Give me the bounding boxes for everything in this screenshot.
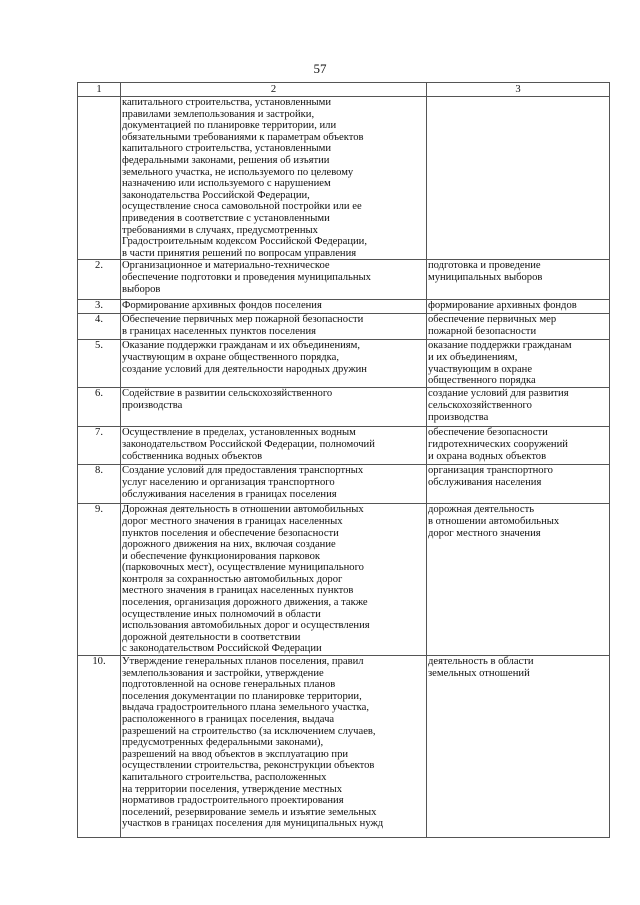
header-col-3: 3 <box>427 83 610 97</box>
row-power-text: организация транспортного обслуживания населения <box>427 465 610 504</box>
row-power-text: оказание поддержки гражданам и их объединениям, участвующим в охране общественного порядка <box>427 340 610 388</box>
table-row <box>78 260 610 300</box>
row-power-text: подготовка и проведение муниципальных выборов <box>427 260 610 300</box>
row-power-text: обеспечение безопасности гидротехнических сооружений и охрана водных объектов <box>427 427 610 465</box>
row-power-text <box>427 97 610 260</box>
table-row <box>78 97 610 260</box>
row-number: 6. <box>78 388 121 427</box>
row-power-text: обеспечение первичных мер пожарной безопасности <box>427 314 610 340</box>
header-col-2: 2 <box>121 83 427 97</box>
header-col-1: 1 <box>78 83 121 97</box>
table-row <box>78 656 610 838</box>
row-power-text: деятельность в области земельных отношений <box>427 656 610 838</box>
row-issue-text: Формирование архивных фондов поселения <box>121 300 427 314</box>
row-issue-text: Организационное и материально-техническое обеспечение подготовки и проведения муниципальных выборов <box>121 260 427 300</box>
table-row <box>78 314 610 340</box>
row-issue-text: Оказание поддержки гражданам и их объединениям, участвующим в охране общественного порядка, создание условий для деятельности народных дружин <box>121 340 427 388</box>
row-number <box>78 97 121 260</box>
row-issue-text: Обеспечение первичных мер пожарной безопасности в границах населенных пунктов поселения <box>121 314 427 340</box>
page-number: 57 <box>313 61 327 76</box>
row-number: 5. <box>78 340 121 388</box>
row-issue-text: Осуществление в пределах, установленных водным законодательством Российской Федерации, полномочий собственника водных объектов <box>121 427 427 465</box>
row-power-text: дорожная деятельность в отношении автомобильных дорог местного значения <box>427 504 610 656</box>
row-issue-text: Утверждение генеральных планов поселения, правил землепользования и застройки, утверждение подготовленной на основе генеральных планов поселения документации по планировке территории, выдача градостроительного плана земельного участка, расположенного в границах поселения, выдача разрешений на строительство (за исключением случаев, предусмотренных федеральными законами), разрешений на ввод объектов в эксплуатацию при осуществлении строительства, реконструкции объектов капитального строительства, расположенных на территории поселения, утверждение местных нормативов градостроительного проектирования поселений, резервирование земель и изъятие земельных участков в границах поселения для муниципальных нужд <box>121 656 427 838</box>
row-number: 4. <box>78 314 121 340</box>
row-issue-text: Содействие в развитии сельскохозяйственного производства <box>121 388 427 427</box>
row-power-text: формирование архивных фондов <box>427 300 610 314</box>
table-row <box>78 465 610 504</box>
row-issue-text: Создание условий для предоставления транспортных услуг населению и организация транспортного обслуживания населения в границах поселения <box>121 465 427 504</box>
powers-table <box>77 82 610 838</box>
table-row <box>78 504 610 656</box>
row-number: 7. <box>78 427 121 465</box>
row-number: 8. <box>78 465 121 504</box>
table-row <box>78 340 610 388</box>
row-number: 9. <box>78 504 121 656</box>
table-row <box>78 300 610 314</box>
table-row <box>78 388 610 427</box>
row-issue-text: капитального строительства, установленными правилами землепользования и застройки, документацией по планировке территории, или обязательными требованиями к параметрам объектов капитального строительства, установленными федеральными законами, решения об изъятии земельного участка, не используемого по целевому назначению или используемого с нарушением законодательства Российской Федерации, осуществление сноса самовольной постройки или ее приведения в соответствие с установленными требованиями в случаях, предусмотренных Градостроительным кодексом Российской Федерации, в части принятия решений по вопросам управления <box>121 97 427 260</box>
row-issue-text: Дорожная деятельность в отношении автомобильных дорог местного значения в границах населенных пунктов поселения и обеспечение безопасности дорожного движения на них, включая создание и обеспечение функционирования парковок (парковочных мест), осуществление муниципального контроля за сохранностью автомобильных дорог местного значения в границах населенных пунктов поселения, организация дорожного движения, а также осуществление иных полномочий в области использования автомобильных дорог и осуществления дорожной деятельности в соответствии с законодательством Российской Федерации <box>121 504 427 656</box>
table-row <box>78 427 610 465</box>
row-number: 10. <box>78 656 121 838</box>
row-number: 2. <box>78 260 121 300</box>
row-number: 3. <box>78 300 121 314</box>
row-power-text: создание условий для развития сельскохозяйственного производства <box>427 388 610 427</box>
table-header-row <box>78 83 610 97</box>
